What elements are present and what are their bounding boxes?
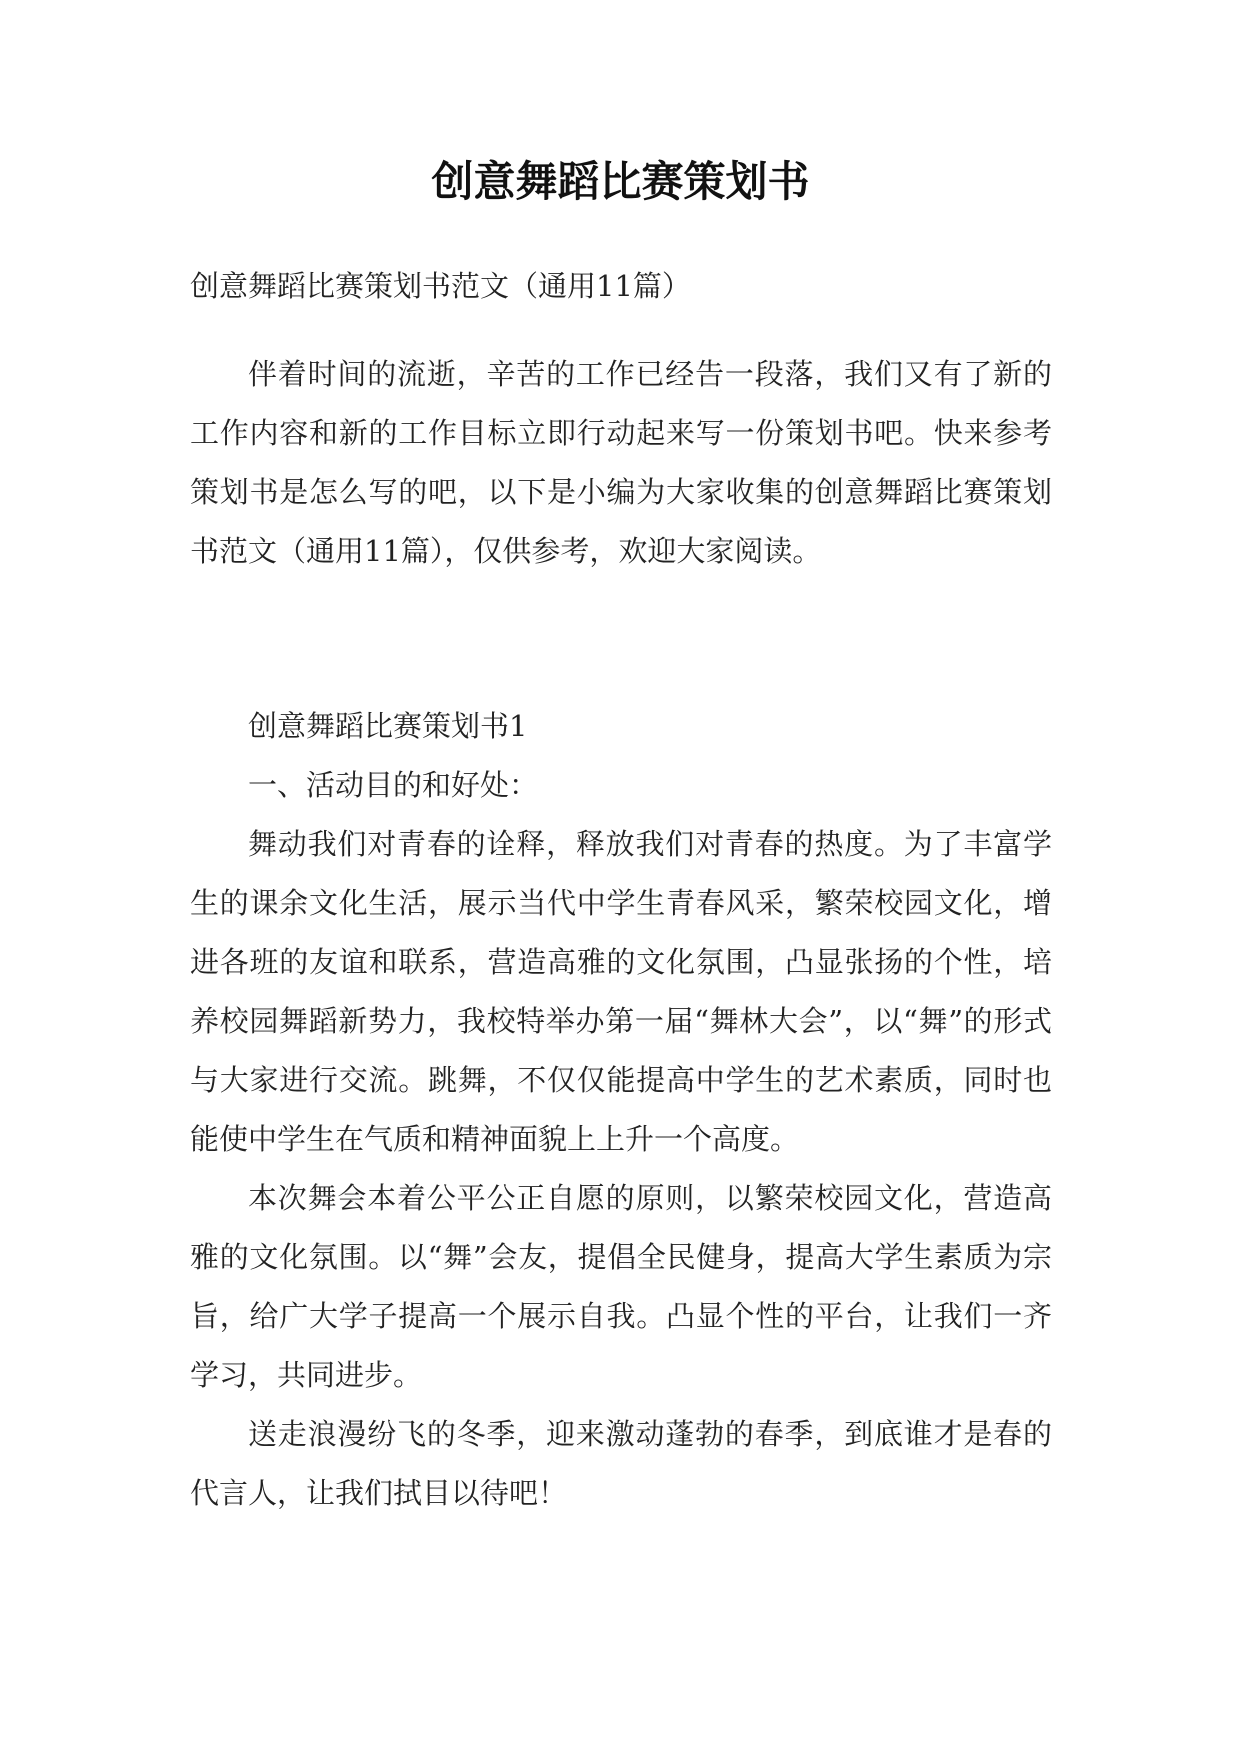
intro-section <box>190 345 1052 581</box>
section-heading: 创意舞蹈比赛策划书1 <box>248 709 528 743</box>
document-subtitle <box>190 257 1052 316</box>
article-section <box>190 697 1052 1523</box>
sub-heading: 一、活动目的和好处： <box>248 768 539 802</box>
body-paragraph: 本次舞会本着公平公正自愿的原则，以繁荣校园文化，营造高雅的文化氛围。以“舞”会友，提倡全民健身，提高大学生素质为宗旨，给广大学子提高一个展示自我。凸显个性的平台，让我们一齐学习，共同进步。 <box>190 1181 1052 1392</box>
body-paragraph: 送走浪漫纷飞的冬季，迎来激动蓬勃的春季，到底谁才是春的代言人，让我们拭目以待吧！ <box>190 1417 1052 1510</box>
document-title: 创意舞蹈比赛策划书 <box>431 157 810 206</box>
body-paragraph: 舞动我们对青春的诠释，释放我们对青春的热度。为了丰富学生的课余文化生活，展示当代中学生青春风采，繁荣校园文化，增进各班的友谊和联系，营造高雅的文化氛围，凸显张扬的个性，培养校园舞蹈新势力，我校特举办第一届“舞林大会”，以“舞”的形式与大家进行交流。跳舞，不仅仅能提高中学生的艺术素质，同时也能使中学生在气质和精神面貌上上升一个高度。 <box>190 827 1052 1156</box>
intro-paragraph: 伴着时间的流逝，辛苦的工作已经告一段落，我们又有了新的工作内容和新的工作目标立即行动起来写一份策划书吧。快来参考策划书是怎么写的吧，以下是小编为大家收集的创意舞蹈比赛策划书范文（通用11篇），仅供参考，欢迎大家阅读。 <box>190 357 1052 568</box>
subtitle-text: 创意舞蹈比赛策划书范文（通用11篇） <box>190 269 691 303</box>
